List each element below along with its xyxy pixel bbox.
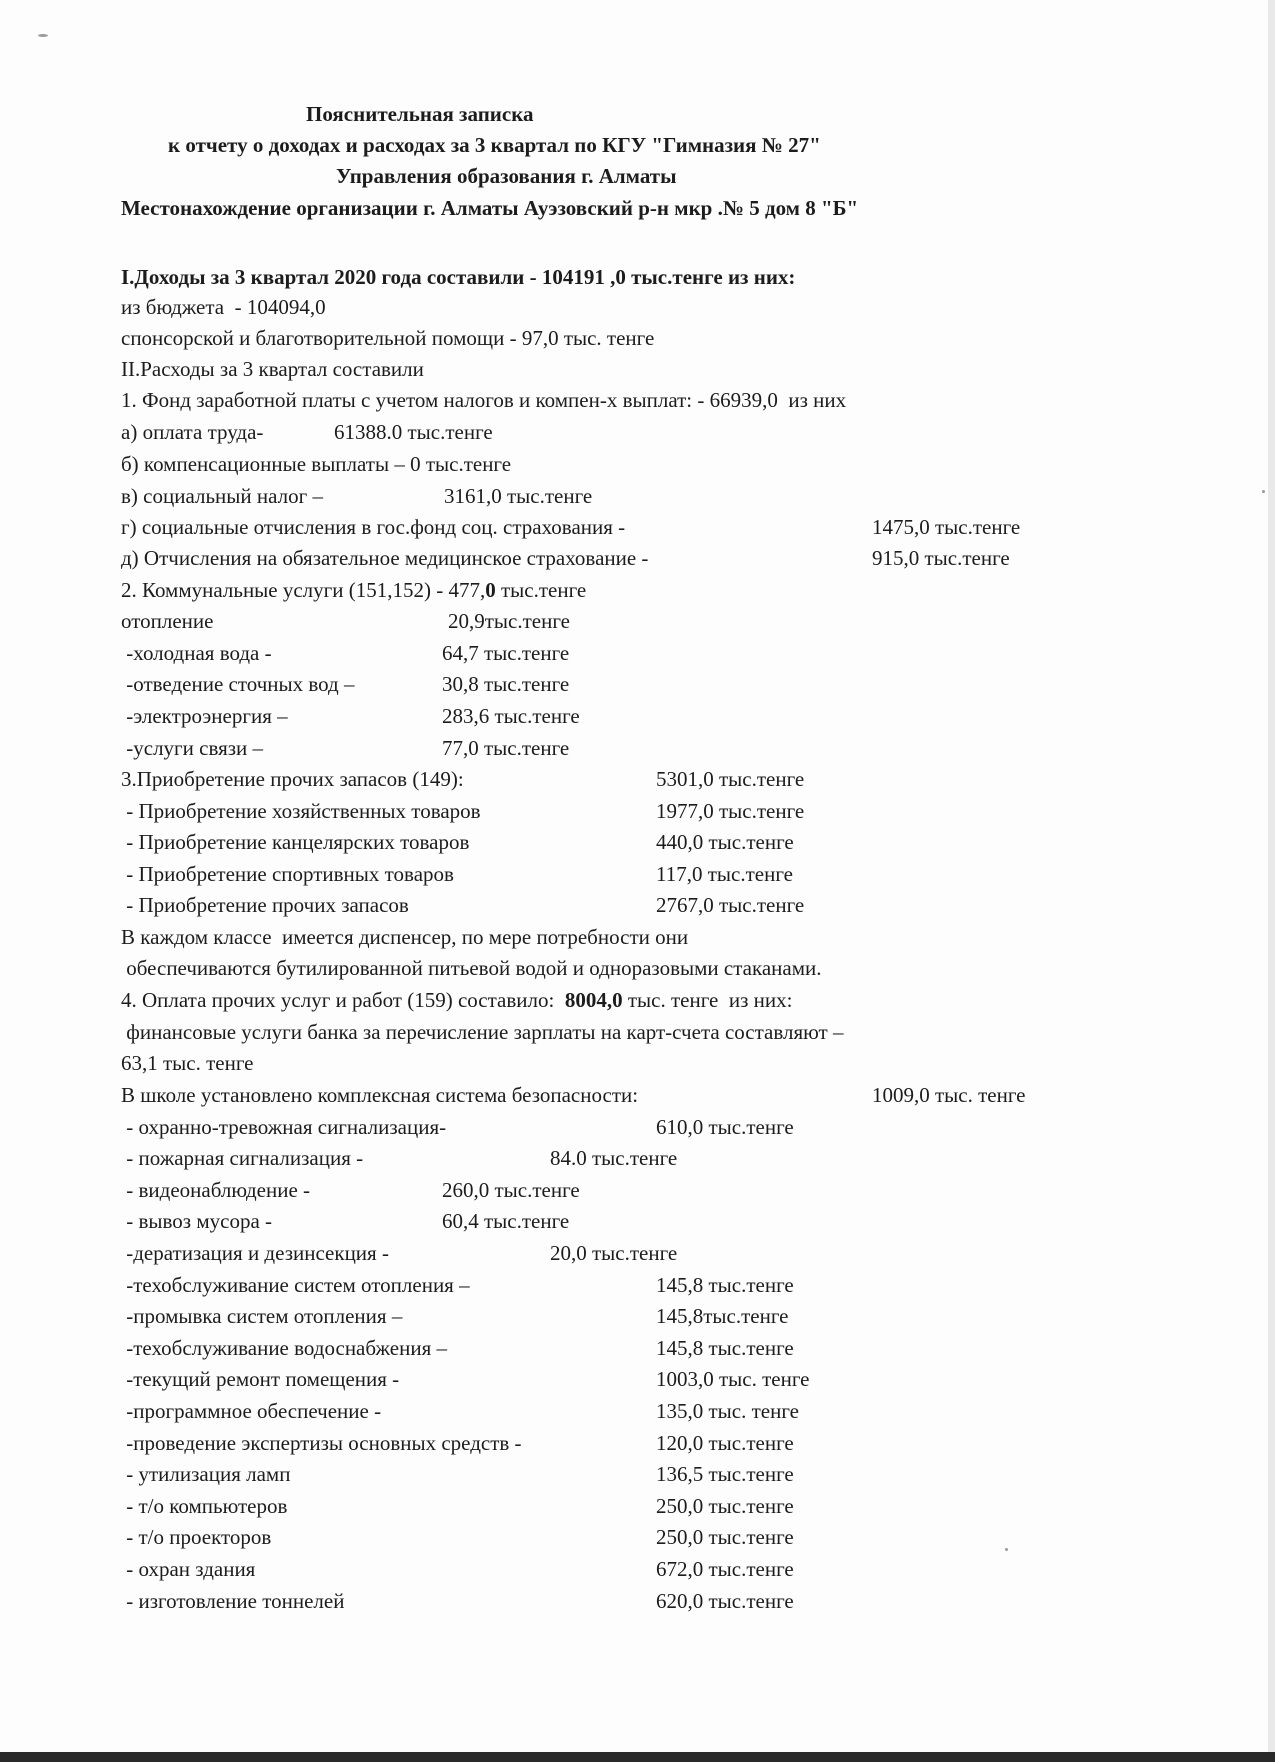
utility-label: -холодная вода - [121,641,272,665]
service-value: 145,8тыс.тенге [656,1304,789,1328]
service-value: 610,0 тыс.тенге [656,1115,794,1139]
service-label: -программное обеспечение - [121,1399,382,1423]
dispenser-note-line1: В каждом классе имеется диспенсер, по мере потребности они [121,925,689,949]
service-label: -промывка систем отопления – [121,1304,403,1328]
supply-value: 440,0 тыс.тенге [656,830,794,854]
scan-edge-bottom [0,1752,1275,1762]
service-label: -техобслуживание водоснабжения – [121,1336,447,1360]
utility-value: 30,8 тыс.тенге [442,672,570,696]
wage-fund-line: 1. Фонд заработной платы с учетом налогов и компен-х выплат: - 66939,0 из них [121,388,847,412]
utilities-suffix: тыс.тенге [495,578,587,602]
service-value: 20,0 тыс.тенге [550,1241,678,1265]
utilities-line [121,578,586,602]
scan-speck [38,34,48,37]
supplies-value: 5301,0 тыс.тенге [656,767,805,791]
service-value: 60,4 тыс.тенге [442,1209,570,1233]
bank-fees-line1: финансовые услуги банка за перечисление зарплаты на карт-счета составляют – [121,1020,844,1044]
doc-location: Местонахождение организации г. Алматы Ауэзовский р-н мкр .№ 5 дом 8 "Б" [121,196,859,220]
income-title: I.Доходы за 3 квартал 2020 года составили - 104191 ,0 тыс.тенге из них: [121,265,796,289]
service-label: - вывоз мусора - [121,1209,273,1233]
service-value: 135,0 тыс. тенге [656,1399,800,1423]
service-label: - т/о проекторов [121,1525,272,1549]
service-label: - утилизация ламп [121,1462,291,1486]
supply-value: 1977,0 тыс.тенге [656,799,805,823]
service-value: 1003,0 тыс. тенге [656,1367,810,1391]
social-insurance-label: г) социальные отчисления в гос.фонд соц. страхования - [121,515,626,539]
supply-value: 117,0 тыс.тенге [656,862,793,886]
services-bold: 8004,0 [564,988,623,1012]
supply-label: - Приобретение канцелярских товаров [121,830,470,854]
supplies-label: 3.Приобретение прочих запасов (149): [121,767,464,791]
utility-label: -электроэнергия – [121,704,288,728]
utility-label: отопление [121,609,214,633]
utility-label: -отведение сточных вод – [121,672,355,696]
medical-insurance-label: д) Отчисления на обязательное медицинское страхование - [121,546,649,570]
scan-edge-right [1268,0,1275,1762]
utility-label: -услуги связи – [121,736,264,760]
income-sponsor: спонсорской и благотворительной помощи - 97,0 тыс. тенге [121,326,655,350]
service-label: -проведение экспертизы основных средств - [121,1431,522,1455]
utility-value: 77,0 тыс.тенге [442,736,570,760]
bank-fees-line2: 63,1 тыс. тенге [121,1051,254,1075]
scan-speck [1262,490,1265,493]
social-tax-value: 3161,0 тыс.тенге [444,484,593,508]
service-value: 120,0 тыс.тенге [656,1431,794,1455]
social-tax-label: в) социальный налог – [121,484,323,508]
security-value: 1009,0 тыс. тенге [872,1083,1026,1107]
doc-subtitle: к отчету о доходах и расходах за 3 квартал по КГУ "Гимназия № 27" [168,133,821,157]
wage-item-label: а) оплата труда- [121,420,264,444]
utility-value: 283,6 тыс.тенге [442,704,580,728]
utilities-prefix: 2. Коммунальные услуги (151,152) - 477, [121,578,486,602]
service-label: - охранно-тревожная сигнализация- [121,1115,447,1139]
service-value: 145,8 тыс.тенге [656,1273,794,1297]
doc-title: Пояснительная записка [306,102,534,126]
service-value: 672,0 тыс.тенге [656,1557,794,1581]
service-value: 145,8 тыс.тенге [656,1336,794,1360]
dispenser-note-line2: обеспечиваются бутилированной питьевой водой и одноразовыми стаканами. [121,956,822,980]
service-label: -дератизация и дезинсекция - [121,1241,389,1265]
income-budget: из бюджета - 104094,0 [121,295,326,319]
utilities-bold: 0 [485,578,496,602]
service-label: - видеонаблюдение - [121,1178,311,1202]
supply-label: - Приобретение хозяйственных товаров [121,799,481,823]
wage-item-value: 61388.0 тыс.тенге [334,420,493,444]
social-insurance-value: 1475,0 тыс.тенге [872,515,1021,539]
service-value: 260,0 тыс.тенге [442,1178,580,1202]
medical-insurance-value: 915,0 тыс.тенге [872,546,1010,570]
utility-value: 20,9тыс.тенге [448,609,571,633]
service-value: 250,0 тыс.тенге [656,1494,794,1518]
security-label: В школе установлено комплексная система безопасности: [121,1083,639,1107]
supply-label: - Приобретение прочих запасов [121,893,409,917]
utility-value: 64,7 тыс.тенге [442,641,570,665]
service-value: 84.0 тыс.тенге [550,1146,678,1170]
supply-label: - Приобретение спортивных товаров [121,862,454,886]
service-label: - т/о компьютеров [121,1494,288,1518]
doc-department: Управления образования г. Алматы [336,164,677,188]
service-label: -текущий ремонт помещения - [121,1367,400,1391]
services-prefix: 4. Оплата прочих услуг и работ (159) составило: [121,988,565,1012]
expenses-title: II.Расходы за 3 квартал составили [121,357,424,381]
scan-speck [1005,1548,1008,1551]
service-value: 620,0 тыс.тенге [656,1589,794,1613]
services-suffix: тыс. тенге из них: [622,988,793,1012]
supply-value: 2767,0 тыс.тенге [656,893,805,917]
service-label: - охран здания [121,1557,256,1581]
service-label: - пожарная сигнализация - [121,1146,364,1170]
compensation-line: б) компенсационные выплаты – 0 тыс.тенге [121,452,512,476]
service-label: - изготовление тоннелей [121,1589,345,1613]
service-value: 136,5 тыс.тенге [656,1462,794,1486]
service-label: -техобслуживание систем отопления – [121,1273,470,1297]
services-line [121,988,792,1012]
service-value: 250,0 тыс.тенге [656,1525,794,1549]
